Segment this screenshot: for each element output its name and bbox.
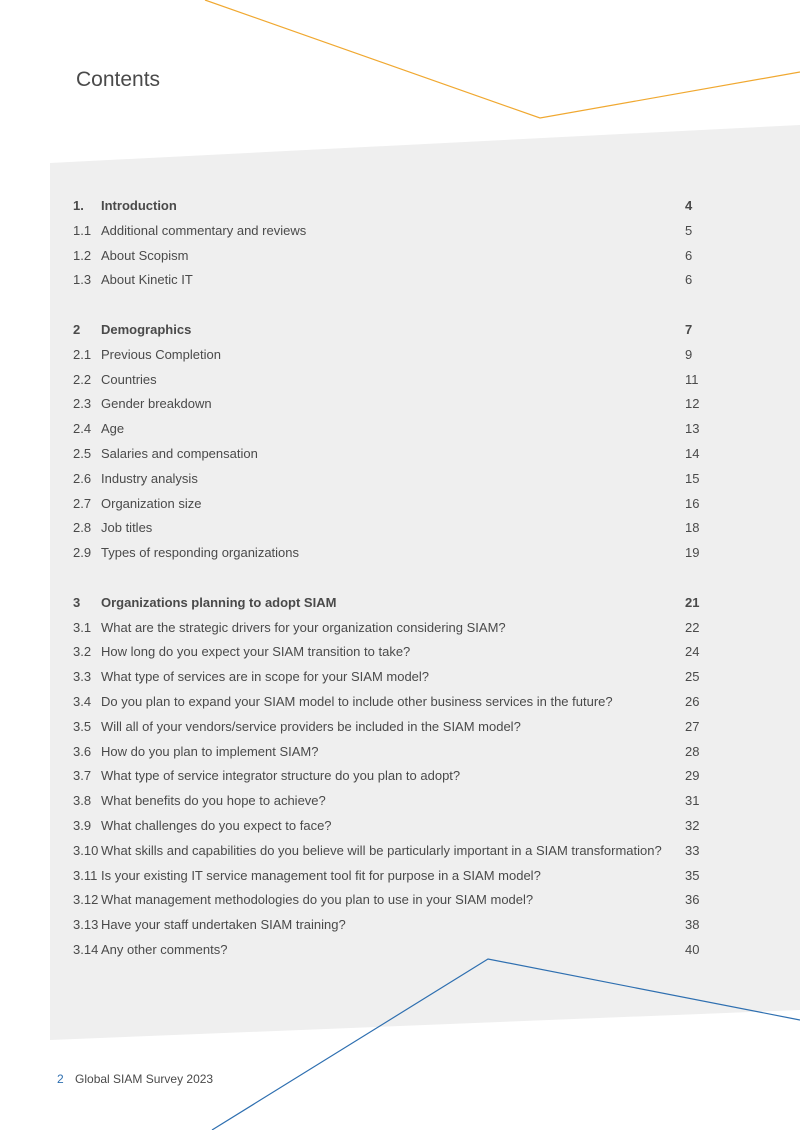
toc-entry-number: 3.2 [73,644,92,660]
toc-entry-number: 2.3 [73,396,92,412]
toc-entry-page: 24 [685,644,700,660]
toc-entry-number: 1. [73,198,84,213]
toc-entry-page: 16 [685,495,700,511]
toc-entry-title: Age [101,421,125,437]
toc-entry-number: 3.12 [73,892,99,908]
toc-section-heading[interactable] [73,194,709,219]
page-title: Contents [76,68,161,91]
toc-entry-title: Have your staff undertaken SIAM training? [101,917,346,933]
toc-entry-page: 36 [685,892,700,908]
toc-entry[interactable] [73,516,709,541]
toc-entry[interactable] [73,715,709,740]
toc-entry-number: 2.6 [73,470,92,486]
toc-entry[interactable] [73,541,709,566]
toc-entry-page: 12 [685,396,700,412]
toc-entry-title: About Kinetic IT [101,272,193,288]
toc-entry-title: How long do you expect your SIAM transition to take? [101,644,411,660]
toc-entry-page: 6 [685,247,693,263]
toc-entry-page: 31 [685,793,700,809]
toc-entry-number: 2.2 [73,371,92,387]
section-spacer [73,566,709,591]
toc-entry-title: Countries [101,371,157,387]
toc-entry-page: 35 [685,867,700,883]
toc-entry-number: 1.3 [73,272,92,288]
toc-entry[interactable] [73,467,709,492]
toc-entry-number: 2.4 [73,421,92,437]
toc-entry-page: 40 [685,941,700,957]
toc-entry[interactable] [73,268,709,293]
toc-entry-number: 2.1 [73,346,92,362]
toc-entry[interactable] [73,616,709,641]
toc-entry-number: 3.4 [73,693,92,709]
toc-entry-page: 33 [685,842,700,858]
toc-entry-page: 5 [685,222,693,238]
toc-entry-number: 3.8 [73,793,92,809]
toc-entry-title: Introduction [101,198,177,213]
toc-section-heading[interactable] [73,591,709,616]
toc-entry-title: Do you plan to expand your SIAM model to include other business services in the future? [101,693,613,709]
toc-entry[interactable] [73,789,709,814]
toc-entry-title: Job titles [101,520,153,536]
toc-entry-number: 2 [73,321,81,337]
toc-entry-title: Additional commentary and reviews [101,222,307,238]
toc-entry-title: Salaries and compensation [101,445,258,461]
toc-entry-number: 3.9 [73,817,92,833]
toc-entry-title: What management methodologies do you plan to use in your SIAM model? [101,892,534,908]
toc-entry[interactable] [73,368,709,393]
toc-entry-title: Demographics [101,321,192,337]
toc-entry-page: 14 [685,445,700,461]
blue-decorative-line [212,959,800,1130]
toc-entry-number: 3.10 [73,842,99,858]
toc-entry[interactable] [73,442,709,467]
toc-section-heading[interactable] [73,318,709,343]
toc-entry-number: 2.5 [73,445,92,461]
toc-entry-title: About Scopism [101,247,189,263]
toc-entry-number: 2.8 [73,520,92,536]
toc-entry-page: 7 [685,321,693,337]
section-spacer [73,293,709,318]
toc-entry-title: How do you plan to implement SIAM? [101,743,319,759]
table-of-contents [73,194,709,963]
toc-entry-title: Is your existing IT service management tool fit for purpose in a SIAM model? [101,867,541,883]
toc-entry-number: 3.13 [73,917,99,933]
toc-entry-title: What benefits do you hope to achieve? [101,793,326,809]
toc-entry-page: 27 [685,718,700,734]
toc-entry-number: 3.11 [73,867,98,883]
page-footer [57,1072,213,1086]
toc-entry[interactable] [73,244,709,269]
toc-entry[interactable] [73,665,709,690]
toc-entry[interactable] [73,764,709,789]
toc-entry-title: Organization size [101,495,202,511]
toc-entry-page: 29 [685,768,700,784]
toc-entry-title: Industry analysis [101,470,198,486]
toc-entry-number: 3.3 [73,669,92,685]
toc-entry[interactable] [73,814,709,839]
toc-entry[interactable] [73,343,709,368]
toc-entry-title: Previous Completion [101,346,221,362]
toc-entry[interactable] [73,417,709,442]
toc-entry[interactable] [73,839,709,864]
toc-entry-page: 28 [685,743,700,759]
toc-entry-number: 3.7 [73,768,92,784]
toc-entry-page: 11 [685,371,699,387]
toc-entry[interactable] [73,392,709,417]
toc-entry-number: 3.5 [73,718,92,734]
toc-entry-page: 25 [685,669,700,685]
toc-entry-page: 22 [685,619,700,635]
toc-entry-title: What skills and capabilities do you believe will be particularly important in a SIAM transformation? [101,842,662,858]
toc-entry[interactable] [73,740,709,765]
toc-entry-title: Organizations planning to adopt SIAM [101,594,337,610]
toc-entry-page: 26 [685,693,700,709]
toc-entry-number: 3.6 [73,743,92,759]
toc-entry[interactable] [73,864,709,889]
toc-entry-title: What type of services are in scope for your SIAM model? [101,669,430,685]
toc-entry-number: 2.9 [73,545,92,561]
toc-entry-title: Gender breakdown [101,396,212,412]
toc-entry-page: 4 [685,198,693,213]
toc-entry-page: 32 [685,817,700,833]
toc-entry[interactable] [73,888,709,913]
toc-entry-title: What challenges do you expect to face? [101,817,332,833]
toc-entry[interactable] [73,640,709,665]
toc-entry-title: Types of responding organizations [101,545,300,561]
toc-entry-page: 13 [685,421,700,437]
orange-decorative-line [205,0,800,118]
toc-entry[interactable] [73,690,709,715]
toc-entry-title: What type of service integrator structure do you plan to adopt? [101,768,461,784]
footer-title: Global SIAM Survey 2023 [75,1072,214,1086]
toc-entry-page: 6 [685,272,693,288]
toc-entry-number: 2.7 [73,495,92,511]
toc-entry-title: Any other comments? [101,941,228,957]
toc-entry-page: 18 [685,520,700,536]
toc-entry-number: 3.1 [73,619,92,635]
toc-entry-number: 3 [73,594,81,610]
toc-entry-page: 38 [685,917,700,933]
toc-entry-page: 15 [685,470,700,486]
toc-entry-title: What are the strategic drivers for your organization considering SIAM? [101,619,506,635]
toc-entry[interactable] [73,938,709,963]
toc-entry-page: 9 [685,346,693,362]
toc-entry[interactable] [73,492,709,517]
toc-entry[interactable] [73,913,709,938]
toc-entry-page: 21 [685,594,700,610]
toc-entry-title: Will all of your vendors/service providers be included in the SIAM model? [101,718,521,734]
toc-entry-number: 3.14 [73,941,99,957]
footer-page-number: 2 [57,1072,64,1086]
toc-entry-number: 1.2 [73,247,92,263]
toc-entry-page: 19 [685,545,700,561]
toc-entry[interactable] [73,219,709,244]
toc-entry-number: 1.1 [73,222,92,238]
